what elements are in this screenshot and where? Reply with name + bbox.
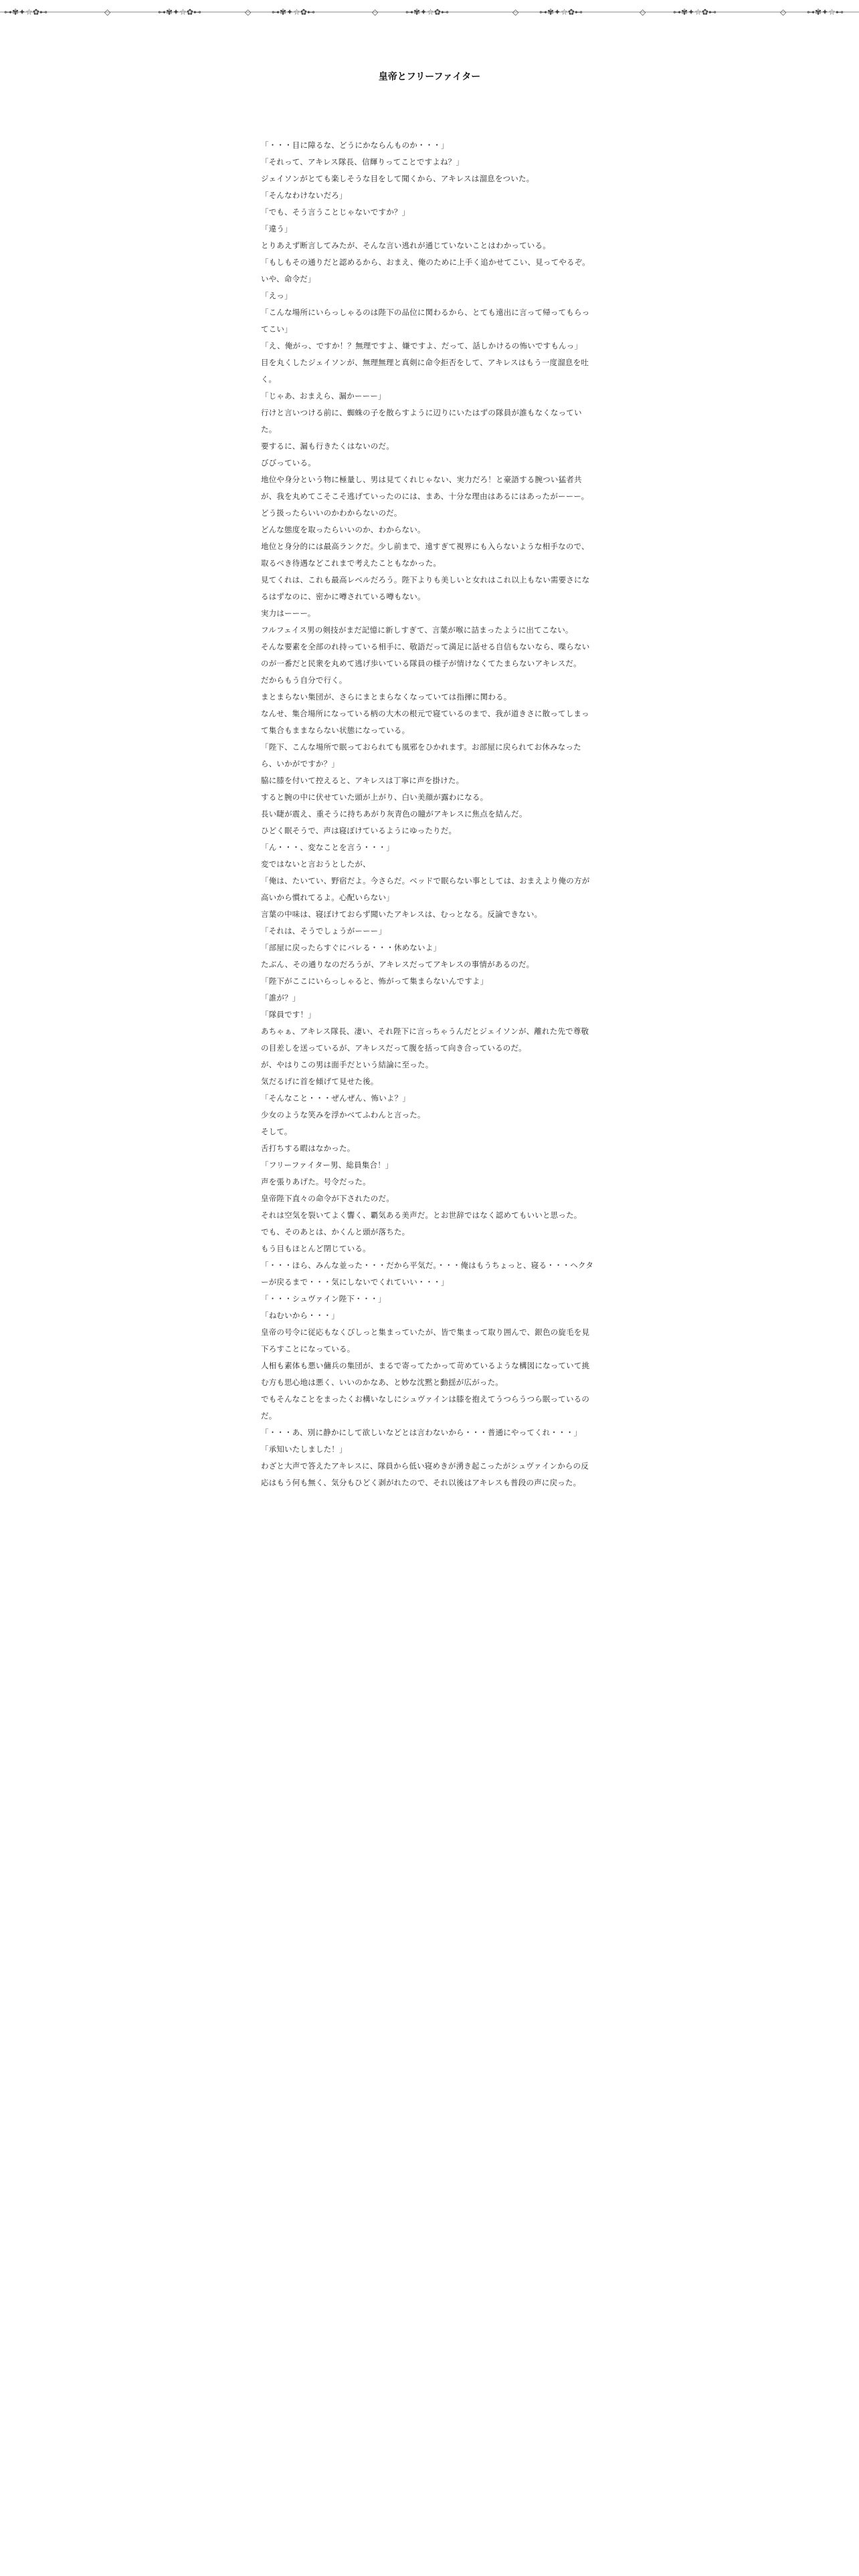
story-paragraph: 気だるげに首を傾げて見せた後。 <box>261 1077 379 1086</box>
story-paragraph: そんな要素を全部のれ持っている相手に、敬語だって満足に話せる自信もないなら、喋らないのが一番だと民衆を丸めて逃げ歩いている隊員の様子が情けなくてたまらないアキレスだ。 <box>261 642 590 668</box>
story-paragraph: 「じゃあ、おまえら、漏かーーー」 <box>261 391 386 401</box>
svg-text:⊶✾✦☆⊷: ⊶✾✦☆⊷ <box>807 7 844 17</box>
story-paragraph: たぶん、その通りなのだろうが、アキレスだってアキレスの事情があるのだ。 <box>261 960 535 969</box>
story-paragraph: 「・・・あ、別に静かにして欲しいなどとは言わないから・・・普通にやってくれ・・・」 <box>261 1428 582 1437</box>
story-paragraph: 声を張りあげた。号令だった。 <box>261 1177 371 1186</box>
story-paragraph: びびっている。 <box>261 458 316 467</box>
story-paragraph: 「隊員です！」 <box>261 1010 316 1019</box>
story-paragraph: が、やはりこの男は面手だという結論に至った。 <box>261 1060 434 1069</box>
svg-text:◇: ◇ <box>372 7 379 17</box>
story-paragraph: 「そんなこと・・・ぜんぜん、怖いよ？」 <box>261 1093 410 1103</box>
svg-text:⊶✾✦☆✿⊷: ⊶✾✦☆✿⊷ <box>4 7 47 17</box>
story-paragraph: 「・・・目に障るな、どうにかならんものか・・・」 <box>261 140 449 150</box>
story-paragraph: あちゃぁ、アキレス隊長、凄い、それ陛下に言っちゃうんだとジェイソンが、離れた先で尊敬の目差しを送っているが、アキレスだって腹を括って向き合っているのだ。 <box>261 1027 589 1053</box>
story-paragraph: ジェイソンがとても楽しそうな目をして聞くから、アキレスは溜息をついた。 <box>261 174 535 183</box>
svg-text:⊶✾✦☆✿⊷: ⊶✾✦☆✿⊷ <box>673 7 717 17</box>
story-paragraph: 「・・・シュヴァイン陛下・・・」 <box>261 1294 386 1303</box>
story-paragraph: でも、そのあとは、かくんと頭が落ちた。 <box>261 1227 410 1237</box>
story-paragraph: なんせ、集合場所になっている柄の大木の根元で寝ているのまで、我が道きさに散ってしまって集合もままならない状態になっている。 <box>261 709 589 735</box>
story-paragraph: 皇帝陛下直々の命令が下されたのだ。 <box>261 1194 394 1203</box>
svg-text:◇: ◇ <box>104 7 111 17</box>
story-paragraph: 長い睫が震え、重そうに持ちあがり灰青色の瞳がアキレスに焦点を結んだ。 <box>261 809 527 819</box>
story-paragraph: 「違う」 <box>261 224 292 233</box>
story-paragraph: 人相も素体も悪い傭兵の集団が、まるで寄ってたかって苛めているような構図になっていて挑む方も思心地は悪く、いいのかなあ、と妙な沈黙と動揺が広がった。 <box>261 1361 590 1387</box>
story-paragraph: でもそんなことをまったくお構いなしにシュヴァインは膝を抱えてうつらうつら眠っているのだ。 <box>261 1394 590 1420</box>
story-paragraph: 「でも、そう言うことじゃないですか？」 <box>261 207 410 217</box>
story-paragraph: そして。 <box>261 1127 292 1136</box>
top-ornament-border <box>0 0 859 27</box>
svg-text:⊶✾✦☆✿⊷: ⊶✾✦☆✿⊷ <box>539 7 583 17</box>
story-paragraph: 目を丸くしたジェイソンが、無理無理と真剣に命令拒否をして、アキレスはもう一度溜息を吐く。 <box>261 358 589 384</box>
story-paragraph: 舌打ちする暇はなかった。 <box>261 1144 355 1153</box>
story-paragraph: 要するに、漏も行きたくはないのだ。 <box>261 441 394 451</box>
story-paragraph: 脇に膝を付いて控えると、アキレスは丁寧に声を掛けた。 <box>261 776 464 785</box>
story-paragraph: すると腕の中に伏せていた頭が上がり、白い美顔が露わになる。 <box>261 792 488 802</box>
svg-text:⊶✾✦☆✿⊷: ⊶✾✦☆✿⊷ <box>405 7 449 17</box>
svg-text:◇: ◇ <box>512 7 519 17</box>
story-paragraph: 「それって、アキレス隊長、信輝りってことですよね？」 <box>261 157 464 167</box>
story-paragraph: 少女のような笑みを浮かべてふわんと言った。 <box>261 1110 425 1119</box>
svg-text:◇: ◇ <box>245 7 252 17</box>
story-paragraph: 地位や身分という物に極量し、男は見てくれじゃない、実力だろ！と豪語する腕つい猛者共が、我を丸めてこそこそ逃げていったのには、まあ、十分な理由はあるにはあったがーーー。 <box>261 475 589 501</box>
story-body <box>261 137 594 1491</box>
story-paragraph: 「・・・ほら、みんな並った・・・だから平気だ。・・・俺はもうちょっと、寝る・・・ヘクターが戻るまで・・・気にしないでくれていい・・・」 <box>261 1261 594 1287</box>
story-paragraph: 「陛下、こんな場所で眠っておられても風邪をひかれます。お部屋に戻られてお休みなったら、いかがですか？」 <box>261 742 581 768</box>
story-paragraph: 見てくれは、これも最高レベルだろう。陛下よりも美しいと女れはこれ以上もない需要さになるはずなのに、密かに噂されている噂もない。 <box>261 575 590 601</box>
page-title: 皇帝とフリーファイター <box>378 72 481 82</box>
story-paragraph: 「えっ」 <box>261 291 292 300</box>
story-paragraph: 「ん・・・、変なことを言う・・・」 <box>261 843 394 852</box>
story-paragraph: どんな態度を取ったらいいのか、わからない。 <box>261 525 425 534</box>
story-paragraph: フルフェイス男の剣技がまだ記憶に新しすぎて、言葉が喉に詰まったように出てこない。 <box>261 625 573 635</box>
story-paragraph: だからもう自分で行く。 <box>261 675 347 685</box>
story-paragraph: ひどく眠そうで、声は寝ぼけているようにゆったりだ。 <box>261 826 457 835</box>
story-paragraph: 行けと言いつける前に、蜘蛛の子を散らすように辺りにいたはずの隊員が誰もなくなっていた。 <box>261 408 582 434</box>
story-paragraph: どう扱ったらいいのかわからないのだ。 <box>261 508 402 518</box>
story-paragraph: 「陛下がここにいらっしゃると、怖がって集まらないんですよ」 <box>261 976 488 986</box>
story-paragraph: 「そんなわけないだろ」 <box>261 191 347 200</box>
svg-text:◇: ◇ <box>640 7 646 17</box>
story-paragraph: まとまらない集団が、さらにまとまらなくなっていては指揮に関わる。 <box>261 692 512 702</box>
story-paragraph: 「俺は、たいてい、野宿だよ。今さらだ。ベッドで眠らない事としては、おまえより俺の方が高いから慣れてるよ。心配いらない」 <box>261 876 590 902</box>
story-paragraph: 「もしもその通りだと認めるから、おまえ、俺のために上手く追かせてこい、見ってやるぞ。いや、命令だ」 <box>261 257 590 284</box>
story-paragraph: 皇帝の号令に従応もなくびしっと集まっていたが、皆で集まって取り囲んで、銀色の旋毛を見下ろすことになっている。 <box>261 1327 590 1354</box>
story-paragraph: 「承知いたしました！」 <box>261 1444 347 1454</box>
story-paragraph: 「こんな場所にいらっしゃるのは陛下の品位に関わるから、とても遠出に言って帰ってもらってこい」 <box>261 308 590 334</box>
story-paragraph: 言葉の中味は、寝ぼけておらず聞いたアキレスは、むっとなる。反論できない。 <box>261 909 543 919</box>
svg-text:◇: ◇ <box>780 7 787 17</box>
story-paragraph: 「それは、そうでしょうがーーー」 <box>261 926 387 936</box>
story-paragraph: とりあえず断言してみたが、そんな言い逃れが通じていないことはわかっている。 <box>261 241 551 250</box>
story-paragraph: 地位と身分的には最高ランクだ。少し前まで、遠すぎて視界にも入らないような相手なので、取るべき待遇などこれまで考えたこともなかった。 <box>261 542 589 568</box>
story-paragraph: 「部屋に戻ったらすぐにバレる・・・休めないよ」 <box>261 943 442 952</box>
story-paragraph: 実力はーーー。 <box>261 609 316 618</box>
story-paragraph: 変ではないと言おうとしたが、 <box>261 859 371 869</box>
svg-text:⊶✾✦☆✿⊷: ⊶✾✦☆✿⊷ <box>272 7 315 17</box>
svg-text:⊶✾✦☆✿⊷: ⊶✾✦☆✿⊷ <box>158 7 201 17</box>
story-paragraph: それは空気を裂いてよく響く、覇気ある美声だ。とお世辞ではなく認めてもいいと思った。 <box>261 1210 582 1220</box>
story-paragraph: 「ねむいから・・・」 <box>261 1311 339 1320</box>
story-paragraph: 「誰が？」 <box>261 993 300 1002</box>
story-paragraph: もう目もほとんど閉じている。 <box>261 1244 371 1253</box>
story-paragraph: わざと大声で答えたアキレスに、隊員から低い寝めきが湧き起こったがシュヴァインからの反応はもう何も無く、気分もひどく剥がれたので、それ以後はアキレスも普段の声に戻った。 <box>261 1461 589 1487</box>
story-paragraph: 「フリーファイター男、総員集合！」 <box>261 1160 393 1170</box>
story-paragraph: 「え、俺がっ、ですか！？無理ですよ、嫌ですよ、だって、話しかけるの怖いですもんっ」 <box>261 341 583 350</box>
